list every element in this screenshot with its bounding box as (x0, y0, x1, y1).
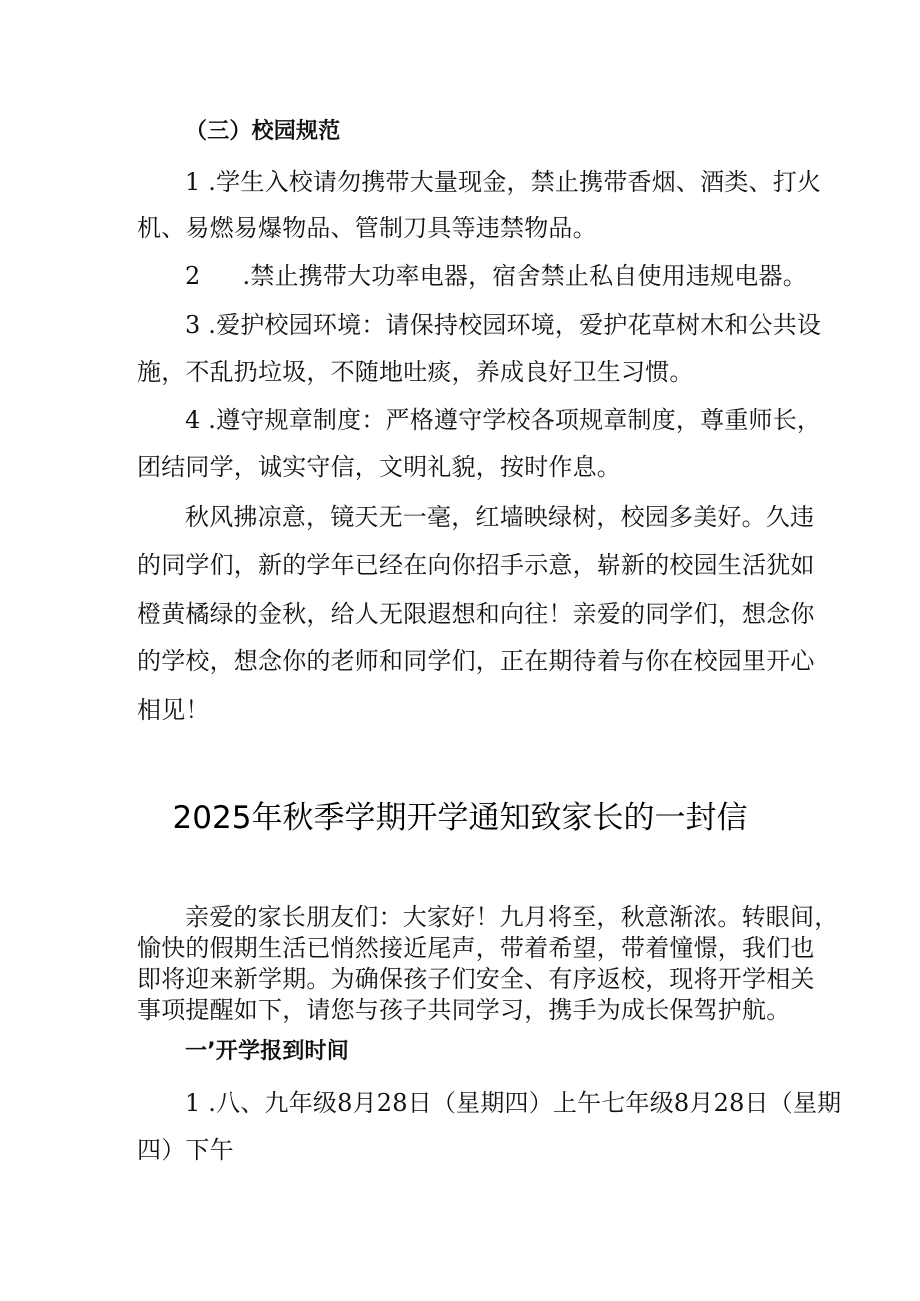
rule-item-3-line-1: 3 .爱护校园环境：请保持校园环境，爱护花草树木和公共设 (185, 311, 822, 339)
closing-paragraph-line-4: 的学校，想念你的老师和同学们，正在期待着与你在校园里开心 (137, 647, 815, 675)
rule-item-4-line-1: 4 .遵守规章制度：严格遵守学校各项规章制度，尊重师长， (185, 406, 822, 434)
letter-intro-line-3: 即将迎来新学期。为确保孩子们安全、有序返校，现将开学相关 (137, 965, 815, 993)
rule-item-4-line-2: 团结同学，诚实守信，文明礼貌，按时作息。 (137, 453, 621, 481)
rule-item-1-line-2: 机、易燃易爆物品、管制刀具等违禁物品。 (137, 214, 597, 242)
closing-paragraph-line-3: 橙黄橘绿的金秋，给人无限遐想和向往！亲爱的同学们，想念你 (137, 600, 815, 628)
registration-item-1-line-1: 1 .八、九年级8月28日（星期四）上午七年级8月28日（星期 (185, 1089, 842, 1117)
registration-item-1-line-2: 四）下午 (137, 1136, 234, 1164)
section-heading-campus-rules: （三）校园规范 (185, 119, 341, 144)
rule-item-2-text: .禁止携带大功率电器，宿舍禁止私自使用违规电器。 (242, 262, 807, 290)
closing-paragraph-line-2: 的同学们，新的学年已经在向你招手示意，崭新的校园生活犹如 (137, 551, 815, 579)
section-heading-registration-time: 一’开学报到时间 (185, 1039, 349, 1064)
letter-intro-line-4: 事项提醒如下，请您与孩子共同学习，携手为成长保驾护航。 (137, 996, 791, 1024)
closing-paragraph-line-1: 秋风拂凉意，镜天无一毫，红墙映绿树，校园多美好。久违 (185, 503, 815, 531)
letter-intro-line-2: 愉快的假期生活已悄然接近尾声，带着希望，带着憧憬，我们也 (137, 934, 815, 962)
letter-intro-line-1: 亲爱的家长朋友们：大家好！九月将至，秋意渐浓。转眼间， (185, 903, 839, 931)
rule-item-2-number: 2 (185, 262, 201, 290)
letter-title: 2025年秋季学期开学通知致家长的一封信 (172, 800, 748, 836)
rule-item-1-line-1: 1 .学生入校请勿携带大量现金，禁止携带香烟、酒类、打火 (185, 168, 822, 196)
closing-paragraph-line-5: 相见！ (137, 696, 210, 724)
rule-item-3-line-2: 施，不乱扔垃圾，不随地吐痰，养成良好卫生习惯。 (137, 358, 694, 386)
rule-item-2 (185, 261, 845, 291)
